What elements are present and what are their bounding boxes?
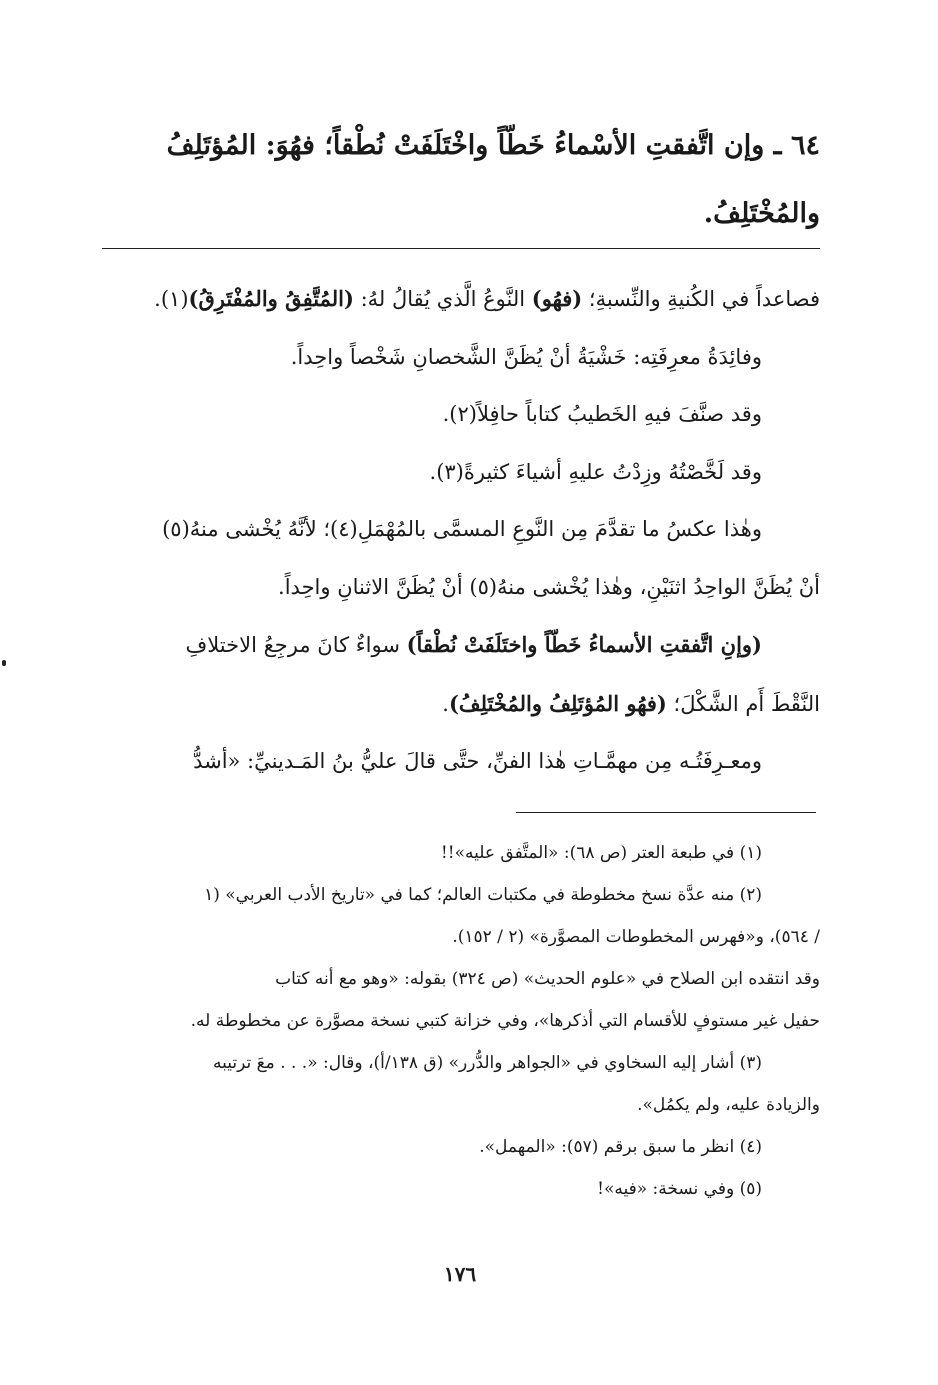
footnote-2-line-2: / ٥٦٤)، و«فهرس المخطوطات المصوَّرة» (٢ / ١٥٢). (452, 927, 820, 947)
page-number: ١٧٦ (443, 1262, 477, 1286)
footnote-divider (516, 812, 816, 813)
footnotes (100, 832, 820, 1210)
heading-line-1: ٦٤ ـ وإن اتَّفقتِ الأسْماءُ خَطّاً واخْتَلَفَتْ نُطْقاً؛ فهُوَ: المُؤتَلِفُ (166, 130, 820, 161)
footnote-2-line-1: (٢) منه عدَّة نسخ مخطوطة في مكتبات العالم؛ كما في «تاريخ الأدب العربي» (١ (204, 885, 762, 905)
paragraph-2: وفائِدَةُ معرِفَتِه: خَشْيَةُ أنْ يُظَنَّ الشَّخصانِ شَخْصاً واحِداً. (290, 344, 762, 369)
paragraph-7: ومعـرِفَتُـه مِن مهمَّـاتِ هٰذا الفنِّ، حتَّى قالَ عليُّ بنُ المَـدينيِّ: «أشدُّ (193, 749, 762, 773)
footnote-3-line-1: (٣) أشار إليه السخاوي في «الجواهر والدُّرر» (ق ١٣٨/أ)، وقال: «. . . معَ ترتيبه (213, 1053, 762, 1073)
paragraph-5-line-2: أنْ يُظَنَّ الواحِدُ اثنَيْنِ، وهٰذا يُخْشى منهُ(٥) أنْ يُظَنَّ الاثنانِ واحِداً. (278, 574, 820, 599)
paragraph-6-line-1: (وإنِ اتَّفقتِ الأسماءُ خَطّاً واختَلَفَتْ نُطْقاً) سواءٌ كانَ مرجِعُ الاختلافِ (185, 632, 762, 657)
footnote-2-line-4: حفيل غير مستوفٍ للأقسام التي أذكرها»، وفي خزانة كتبي نسخة مصوَّرة عن مخطوطة له. (190, 1011, 820, 1031)
margin-mark (2, 660, 6, 666)
paragraph-5-line-1: وهٰذا عكسُ ما تقدَّمَ مِن النَّوعِ المسمَّى بالمُهْمَلِ(٤)؛ لأنَّهُ يُخْشى منهُ(٥) (162, 517, 762, 541)
paragraph-3: وقد صنَّفَ فيهِ الخَطيبُ كتاباً حافِلاً(٢). (442, 402, 762, 426)
section-heading (100, 112, 820, 248)
paragraph-1: فصاعداً في الكُنيةِ والنِّسبةِ؛ (فهُو) النَّوعُ الَّذي يُقالُ لهُ: (المُتَّفِقُ والمُفْتَرِقُ)(١). (154, 286, 820, 311)
paragraph-4: وقد لَخَّصْتُهُ وزِدْتُ عليهِ أشياءَ كثيرةً(٣). (429, 459, 762, 484)
footnote-2-line-3: وقد انتقده ابن الصلاح في «علوم الحديث» (ص ٣٢٤) بقوله: «وهو مع أنه كتاب (275, 969, 820, 989)
heading-divider (102, 248, 820, 249)
footnote-5: (٥) وفي نسخة: «فيه»! (597, 1179, 762, 1199)
footnote-1: (١) في طبعة العتر (ص ٦٨): «المتَّفق عليه»!! (440, 843, 762, 863)
footnote-3-line-2: والزيادة عليه، ولم يكمُل». (637, 1095, 820, 1115)
heading-line-2: والمُخْتَلِفُ. (703, 198, 820, 229)
main-text (100, 270, 820, 791)
book-page (100, 0, 820, 1385)
paragraph-6-line-2: النَّقْطَ أَم الشَّكْلَ؛ (فهُو المُؤتَلِفُ والمُخْتَلِفُ). (442, 690, 820, 716)
footnote-4: (٤) انظر ما سبق برقم (٥٧): «المهمل». (479, 1137, 762, 1157)
